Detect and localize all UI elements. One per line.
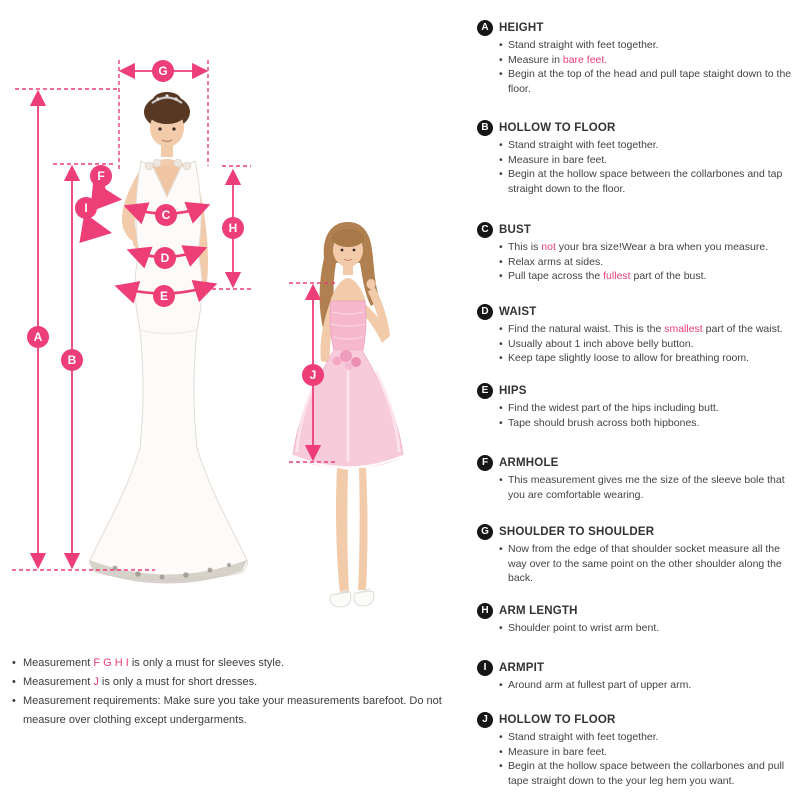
section-title: ARMPIT [499,662,545,674]
section-g-shoulder-to-shoulder [477,524,795,586]
footnotes [12,654,464,730]
section-bullets [499,473,795,502]
bullet: • Find the widest part of the hips including butt. [499,401,719,416]
section-title: HOLLOW TO FLOOR [499,714,616,726]
section-title: WAIST [499,306,537,318]
section-letter-badge: F [477,455,493,471]
bullet: • Shoulder point to wrist arm bent. [499,621,659,636]
bullet: • Pull tape across the fullest part of the bust. [499,269,768,284]
diagram-label-f: F [90,165,112,187]
diagram-label-c: C [155,204,177,226]
footnote: • Measurement requirements: Make sure you take your measurements barefoot. Do not measure over clothing except undergarments. [12,692,464,730]
bullet: • Stand straight with feet together. [499,138,795,153]
bullet: • This is not your bra size!Wear a bra when you measure. [499,240,768,255]
bullet: • Keep tape slightly loose to allow for breathing room. [499,351,783,366]
bullet: • Usually about 1 inch above belly button. [499,337,783,352]
diagram-label-i: I [75,197,97,219]
bullet: • Measure in bare feet. [499,153,795,168]
diagram-label-e: E [153,285,175,307]
diagram-label-j: J [302,364,324,386]
section-bullets [499,542,795,586]
bullet: • Now from the edge of that shoulder socket measure all the way over to the same point on the other shoulder along the back. [499,542,795,586]
section-f-armhole [477,455,795,502]
bullet: • Measure in bare feet. [499,745,795,760]
section-e-hips [477,383,719,430]
section-title: HEIGHT [499,22,544,34]
section-letter-badge: H [477,603,493,619]
bullet: • Around arm at fullest part of upper arm. [499,678,691,693]
section-letter-badge: A [477,20,493,36]
section-d-waist [477,304,783,366]
bullet: • Tape should brush across both hipbones. [499,416,719,431]
section-b-hollow-to-floor [477,120,795,196]
section-bullets [499,401,719,430]
section-letter-badge: G [477,524,493,540]
bullet: • Begin at the hollow space between the collarbones and pull tape straight down to the your leg hem you want. [499,759,795,788]
section-bullets [499,678,691,693]
diagram-label-g: G [152,60,174,82]
diagram-label-d: D [154,247,176,269]
section-bullets [499,730,795,788]
section-title: BUST [499,224,532,236]
bullet: • Stand straight with feet together. [499,730,795,745]
bullet: • Begin at the hollow space between the collarbones and tap straight down to the floor. [499,167,795,196]
section-title: SHOULDER TO SHOULDER [499,526,655,538]
section-c-bust [477,222,768,284]
section-bullets [499,138,795,196]
bullet: • Stand straight with feet together. [499,38,795,53]
diagram-label-h: H [222,217,244,239]
bullet: • This measurement gives me the size of the sleeve bole that you are comfortable wearing. [499,473,795,502]
bullet: • Begin at the top of the head and pull tape staight down to the floor. [499,67,795,96]
section-title: HIPS [499,385,527,397]
bullet: • Relax arms at sides. [499,255,768,270]
section-h-arm-length [477,603,659,636]
section-bullets [499,38,795,96]
section-letter-badge: E [477,383,493,399]
section-bullets [499,240,768,284]
section-letter-badge: J [477,712,493,728]
section-j-hollow-to-floor [477,712,795,788]
section-letter-badge: I [477,660,493,676]
diagram-label-a: A [27,326,49,348]
diagram-label-b: B [61,349,83,371]
bullet: • Measure in bare feet. [499,53,795,68]
section-letter-badge: C [477,222,493,238]
section-title: HOLLOW TO FLOOR [499,122,616,134]
pink-dress-photo [293,222,403,607]
section-title: ARMHOLE [499,457,559,469]
section-bullets [499,322,783,366]
footnote: • Measurement J is only a must for short dresses. [12,673,464,692]
section-title: ARM LENGTH [499,605,578,617]
section-letter-badge: B [477,120,493,136]
section-i-armpit [477,660,691,693]
section-letter-badge: D [477,304,493,320]
section-bullets [499,621,659,636]
footnote: • Measurement F G H I is only a must for sleeves style. [12,654,464,673]
measurement-diagram [0,0,470,650]
bullet: • Find the natural waist. This is the smallest part of the waist. [499,322,783,337]
section-a-height [477,20,795,96]
